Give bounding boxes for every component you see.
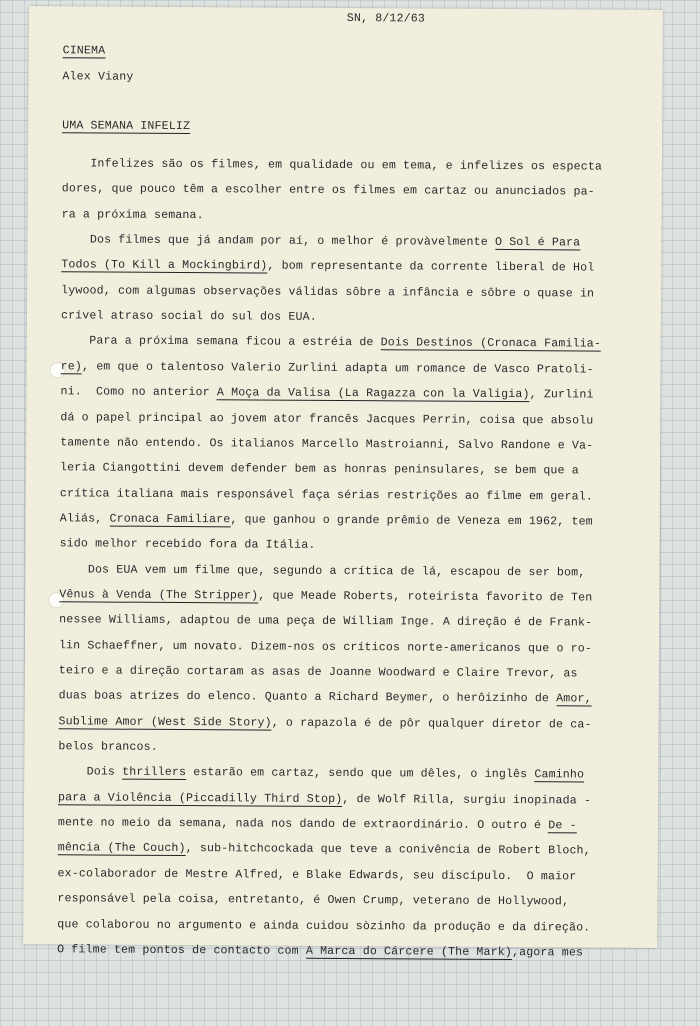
text-run: lywood, com algumas observações válidas sôbre a infância e sôbre o quase in — [61, 284, 595, 301]
text-run: belos brancos. — [58, 740, 158, 754]
body-line — [60, 411, 593, 427]
film-title: De - — [548, 819, 577, 833]
text-run: dores, que pouco têm a escolher entre os filmes em cartaz ou anunciados pa- — [61, 182, 595, 199]
body-line — [61, 259, 594, 275]
text-run: , que Meade Roberts, roteirista favorito de Ten — [258, 589, 593, 605]
text-run: sido melhor recebido fora da Itália. — [59, 537, 316, 553]
text-run: , bom representante da corrente liberal de Hol — [267, 259, 595, 275]
text-run: , o rapazola é de pôr qualquer diretor de ca- — [271, 716, 592, 732]
text-run: ,agora mes — [511, 945, 584, 960]
body-line — [59, 563, 585, 579]
text-run: nessee Williams, adaptou de uma peça de William Inge. A direção é de Frank- — [59, 613, 593, 630]
film-title: Dois Destinos (Cronaca Familia- — [380, 336, 602, 352]
body-line — [58, 766, 584, 782]
body-line — [59, 690, 592, 706]
body-line — [61, 233, 580, 249]
body-line — [58, 867, 577, 883]
article-title: UMA SEMANA INFELIZ — [62, 119, 191, 134]
body-line — [60, 385, 593, 401]
text-run: crível atraso social do sul dos EUA. — [60, 309, 317, 324]
film-title: Vênus à Venda (The Stripper) — [59, 588, 259, 603]
body-line — [62, 183, 595, 199]
film-title: O Sol é Para — [494, 235, 581, 250]
film-title: re) — [60, 360, 83, 374]
text-run: , em que o talentoso Valerio Zurlini adapta um romance de Vasco Pratoli- — [81, 360, 594, 377]
text-run: duas boas atrizes do elenco. Quanto a Richard Beymer, o herôizinho de — [58, 689, 557, 706]
text-run: , de Wolf Rilla, surgiu inopinada - — [342, 792, 592, 808]
body-line — [61, 284, 594, 300]
text-run: , que ganhou o grande prêmio de Veneza em 1962, tem — [230, 513, 593, 529]
body-line — [59, 588, 592, 604]
body-line — [61, 335, 601, 351]
text-run: leria Ciangottini devem defender bem as honras peninsulares, se bem que a — [60, 461, 579, 478]
film-title: Amor, — [556, 692, 592, 706]
body-line — [61, 360, 594, 376]
text-run: Dois — [58, 765, 123, 780]
text-run: que colaborou no argumento e ainda cuidou sòzinho da produção e da direção. — [57, 917, 591, 935]
body-line — [57, 892, 569, 908]
text-run: estarão em cartaz, sendo que um dêles, o inglês — [186, 766, 535, 782]
body-line — [58, 842, 591, 858]
text-run: tamente não entendo. Os italianos Marcello Mastroianni, Salvo Randone e Va- — [60, 436, 594, 453]
text-run: mente no meio da semana, nada nos dando de extraordinário. O outro é — [57, 816, 549, 833]
text-run: Infelizes são os filmes, em qualidade ou em tema, e infelizes os especta — [61, 157, 603, 174]
text-run: ni. Como no anterior — [60, 385, 217, 400]
text-run: dá o papel principal ao jovem ator francês Jacques Perrin, coisa que absolu — [60, 410, 594, 428]
text-run: Para a próxima semana ficou a estréia de — [60, 334, 381, 350]
text-run: responsável pela coisa, entretanto, é Owen Crump, veterano de Hollywood, — [57, 892, 570, 909]
body-line — [59, 614, 592, 630]
film-title: Sublime Amor (West Side Story) — [58, 714, 272, 730]
body-line — [57, 918, 590, 934]
body-line — [57, 943, 583, 959]
author-name: Alex Viany — [62, 70, 134, 84]
text-run: teiro e a direção cortaram as asas de Joanne Woodward e Claire Trevor, as — [58, 664, 578, 681]
body-line — [62, 157, 602, 173]
body-line — [59, 639, 592, 655]
body-line — [61, 309, 317, 324]
film-title: Todos (To Kill a Mockingbird) — [61, 258, 268, 273]
text-run: crítica italiana mais responsável faça sérias restrições ao filme em geral. — [59, 486, 593, 504]
dateline: SN, 8/12/63 — [346, 12, 426, 26]
film-title: Caminho — [534, 768, 585, 782]
body-line — [58, 715, 591, 731]
film-title: A Moça da Valisa (La Ragazza con la Valigia) — [216, 386, 530, 402]
body-line — [58, 816, 577, 832]
body-line — [58, 740, 158, 754]
film-title: Cronaca Familiare — [109, 512, 231, 527]
text-run: Dos EUA vem um filme que, segundo a crítica de lá, escapou de ser bom, — [59, 562, 586, 580]
body-line — [62, 208, 204, 222]
typewritten-page — [23, 6, 663, 960]
body-line — [59, 664, 578, 680]
film-title: thrillers — [122, 766, 187, 780]
text-run: O filme tem pontos de contacto com — [57, 943, 306, 958]
body-line — [60, 487, 593, 503]
film-title: mência (The Couch) — [57, 841, 186, 856]
body-line — [60, 461, 579, 477]
film-title: para a Violência (Piccadilly Third Stop) — [57, 791, 343, 806]
text-run: lin Schaeffner, um novato. Dizem-nos os críticos norte-americanos que o ro- — [58, 638, 593, 656]
body-line — [60, 436, 593, 452]
text-run: Dos filmes que já andam por aí, o melhor é provàvelmente — [61, 233, 496, 249]
body-line — [58, 791, 591, 807]
section-heading: CINEMA — [62, 44, 106, 58]
body-line — [60, 512, 593, 528]
text-run: , Zurlini — [529, 388, 594, 402]
text-run: Aliás, — [59, 512, 110, 526]
body-line — [60, 538, 316, 553]
text-run: ex-colaborador de Mestre Alfred, e Blake Edwards, seu discípulo. O maior — [57, 867, 577, 884]
text-run: ra a próxima semana. — [61, 207, 204, 222]
text-run: , sub-hitchcockada que teve a conivência de Robert Bloch, — [185, 842, 591, 858]
film-title: A Marca do Cárcere (The Mark) — [305, 944, 513, 959]
